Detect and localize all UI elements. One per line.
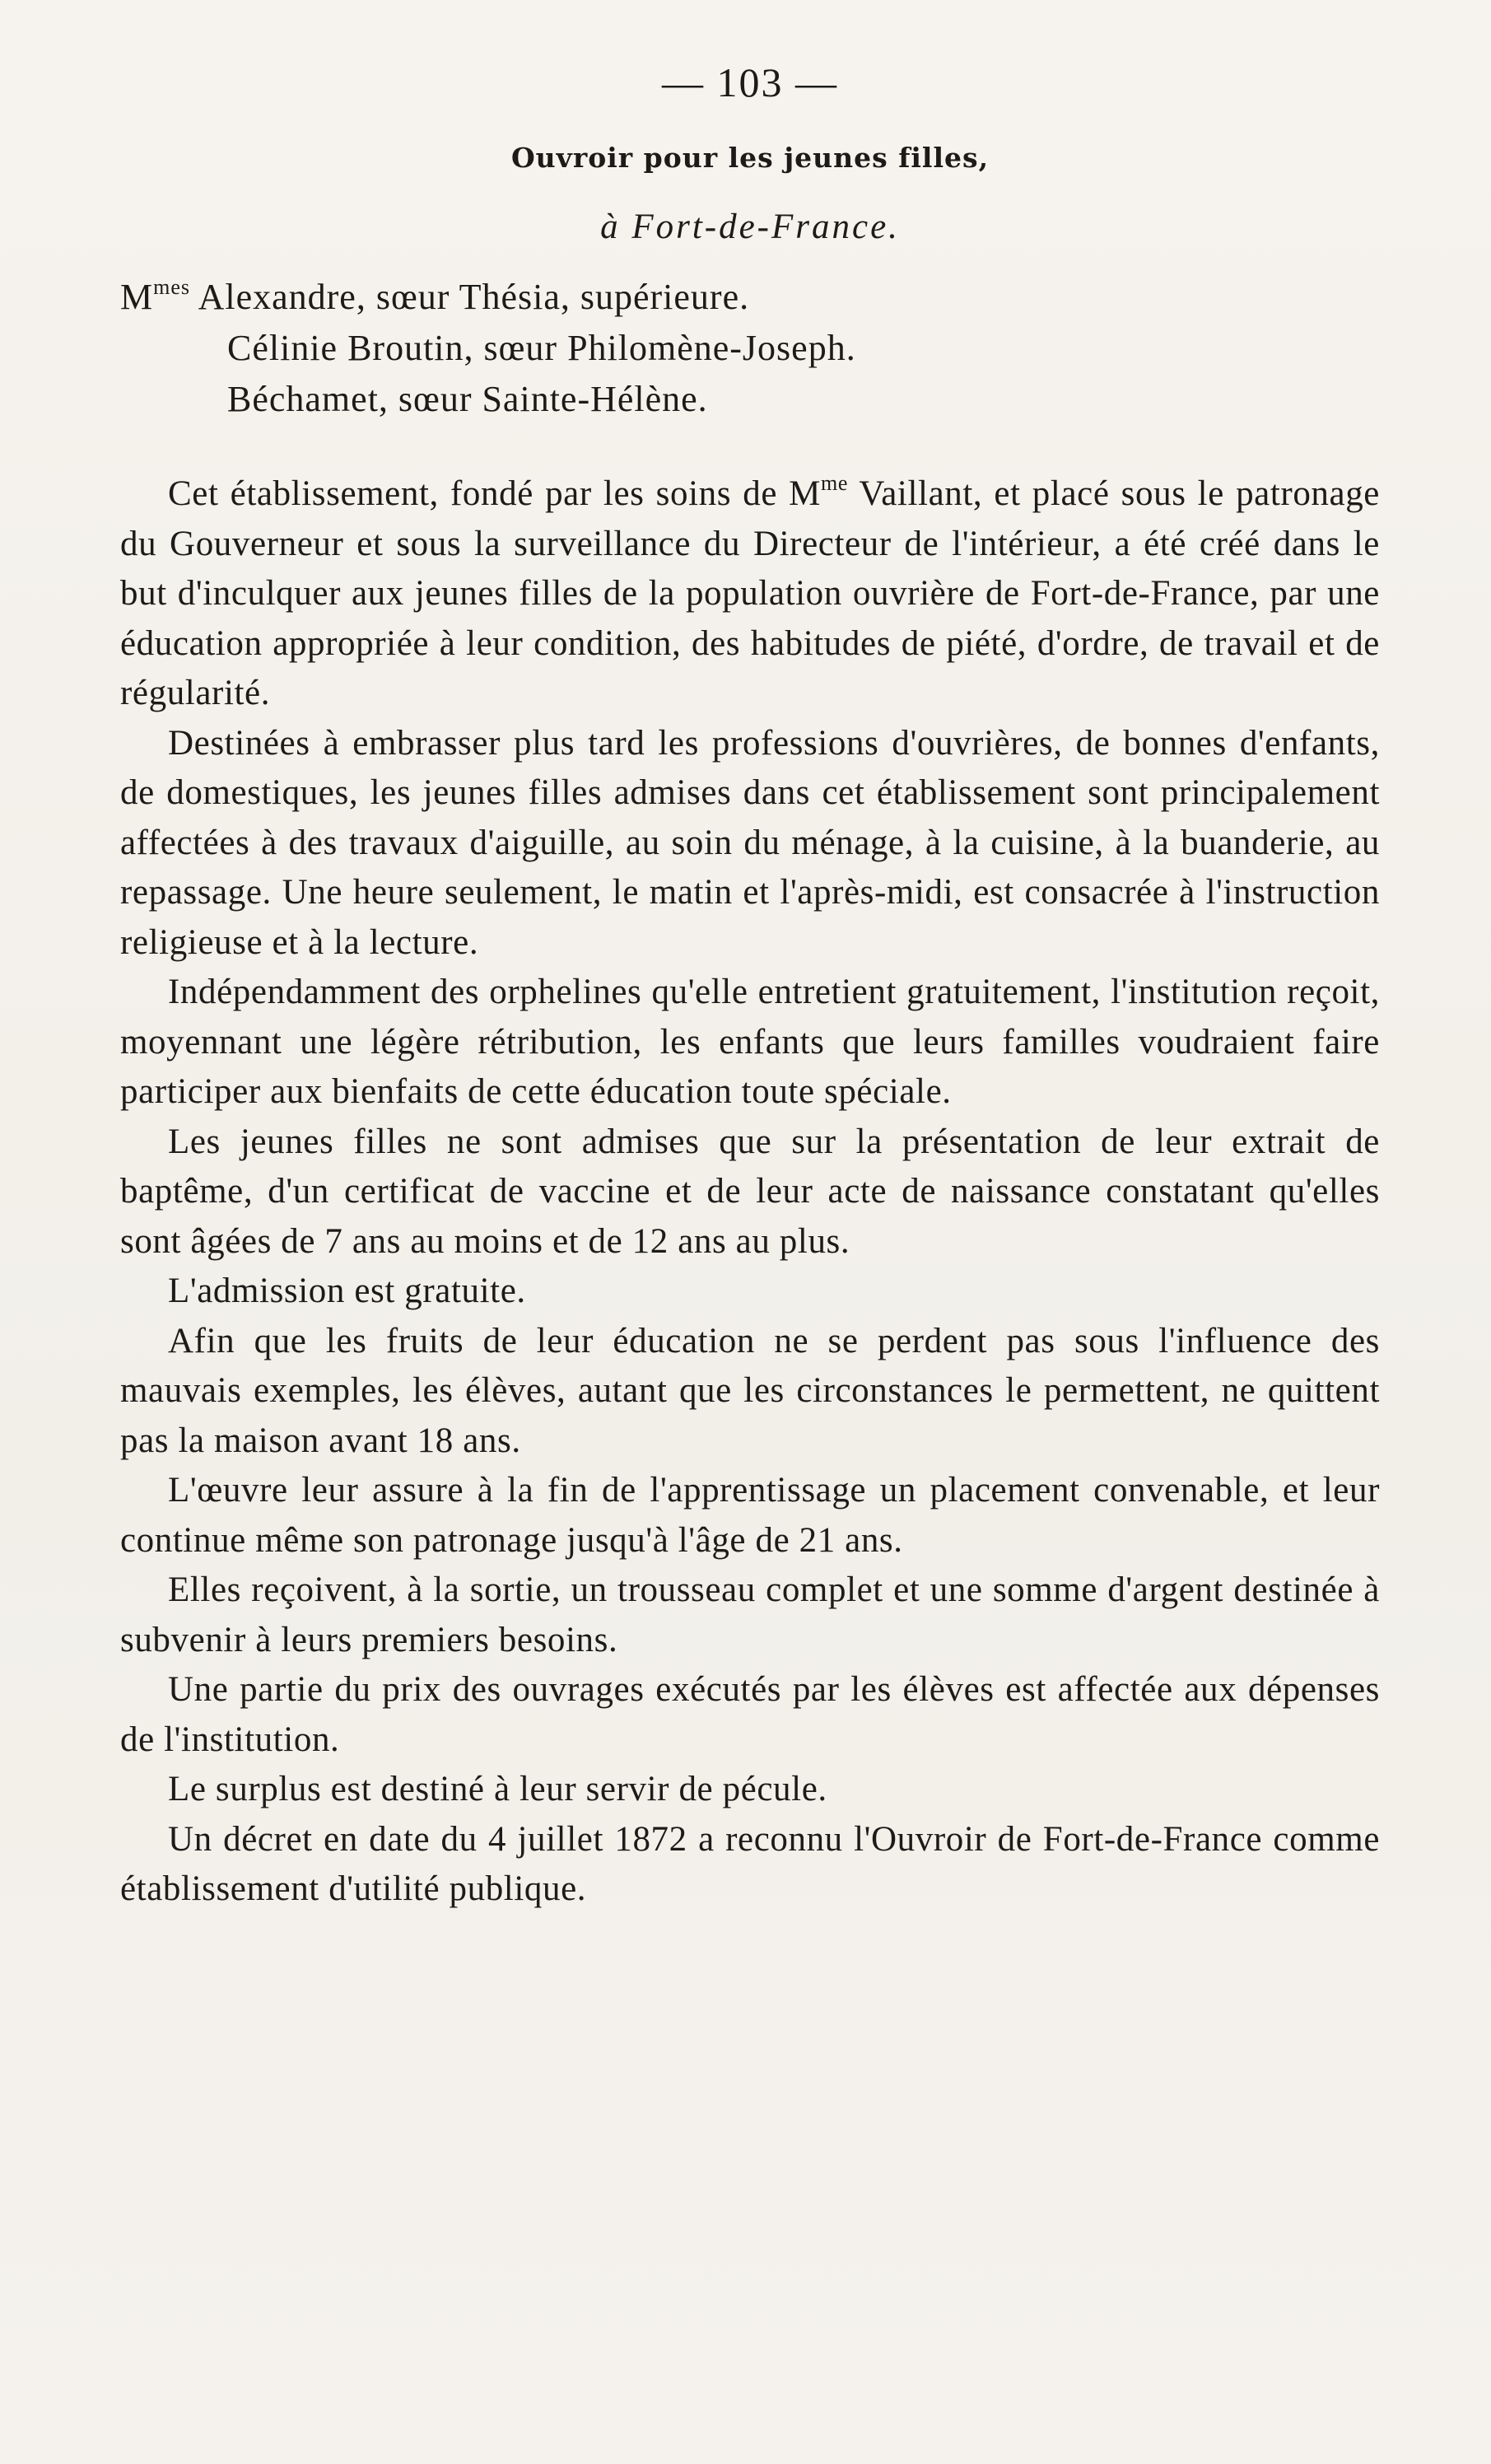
paragraph: Elles reçoivent, à la sortie, un trousseau complet et une somme d'argent destinée à subvenir à leurs premiers besoins. [120,1570,1380,1659]
paragraph: Le surplus est destiné à leur servir de pécule. [168,1770,827,1808]
paragraph: Un décret en date du 4 juillet 1872 a reconnu l'Ouvroir de Fort-de-France comme établissement d'utilité publique. [120,1819,1380,1908]
paragraph: Destinées à embrasser plus tard les professions d'ouvrières, de bonnes d'enfants, de domestiques, les jeunes filles admises dans cet établissement sont principalement affectées à des travaux d'aiguille, au soin du ménage, à la cuisine, à la buanderie, au repassage. Une heure seulement, le matin et l'après-midi, est consacrée à l'instruction religieuse et à la lecture. [120,723,1380,962]
paragraph [120,469,1380,719]
paragraph-text: Vaillant, et placé sous le patronage du Gouverneur et sous la surveillance du Directeur de l'intérieur, a été créé dans le but d'inculquer aux jeunes filles de la population ouvrière de Fort-de-France, par une éducation appropriée à leur condition, des habitudes de piété, d'ordre, de travail et de régularité. [120,474,1380,712]
paragraph: Une partie du prix des ouvrages exécutés par les élèves est affectée aux dépenses de l'institution. [120,1670,1380,1759]
body-text [120,469,1380,1915]
paragraph-sup: me [821,471,848,495]
paragraph: Indépendamment des orphelines qu'elle entretient gratuitement, l'institution reçoit, moyennant une légère rétribution, les enfants que leurs familles voudraient faire participer aux bienfaits de cette éducation toute spéciale. [120,973,1380,1111]
paragraph: Les jeunes filles ne sont admises que sur la présentation de leur extrait de baptême, d'un certificat de vaccine et de leur acte de naissance constatant qu'elles sont âgées de 7 ans au moins et de 12 ans au plus. [120,1122,1380,1261]
page-number: — 103 — [662,59,838,105]
staff-entry: Célinie Broutin, sœur Philomène-Joseph. [227,328,856,368]
paragraph: L'admission est gratuite. [168,1272,526,1310]
page-content [120,58,1380,1915]
staff-list [120,272,1380,425]
paragraph-text: Cet établissement, fondé par les soins de M [168,474,822,513]
staff-entry-text: Alexandre, sœur Thésia, supérieure. [190,277,750,317]
paragraph: Afin que les fruits de leur éducation ne se perdent pas sous l'influence des mauvais exemples, les élèves, autant que les circonstances le permettent, ne quittent pas la maison avant 18 ans. [120,1321,1380,1460]
staff-prefix: M [120,277,154,317]
paragraph: L'œuvre leur assure à la fin de l'apprentissage un placement convenable, et leur continue même son patronage jusqu'à l'âge de 21 ans. [120,1471,1380,1560]
section-subtitle: à Fort-de-France. [600,208,900,246]
staff-entry [120,272,1380,323]
staff-prefix-sup: mes [153,275,191,299]
section-title: Ouvroir pour les jeunes filles, [510,142,990,174]
staff-entry: Béchamet, sœur Sainte-Hélène. [227,379,708,419]
